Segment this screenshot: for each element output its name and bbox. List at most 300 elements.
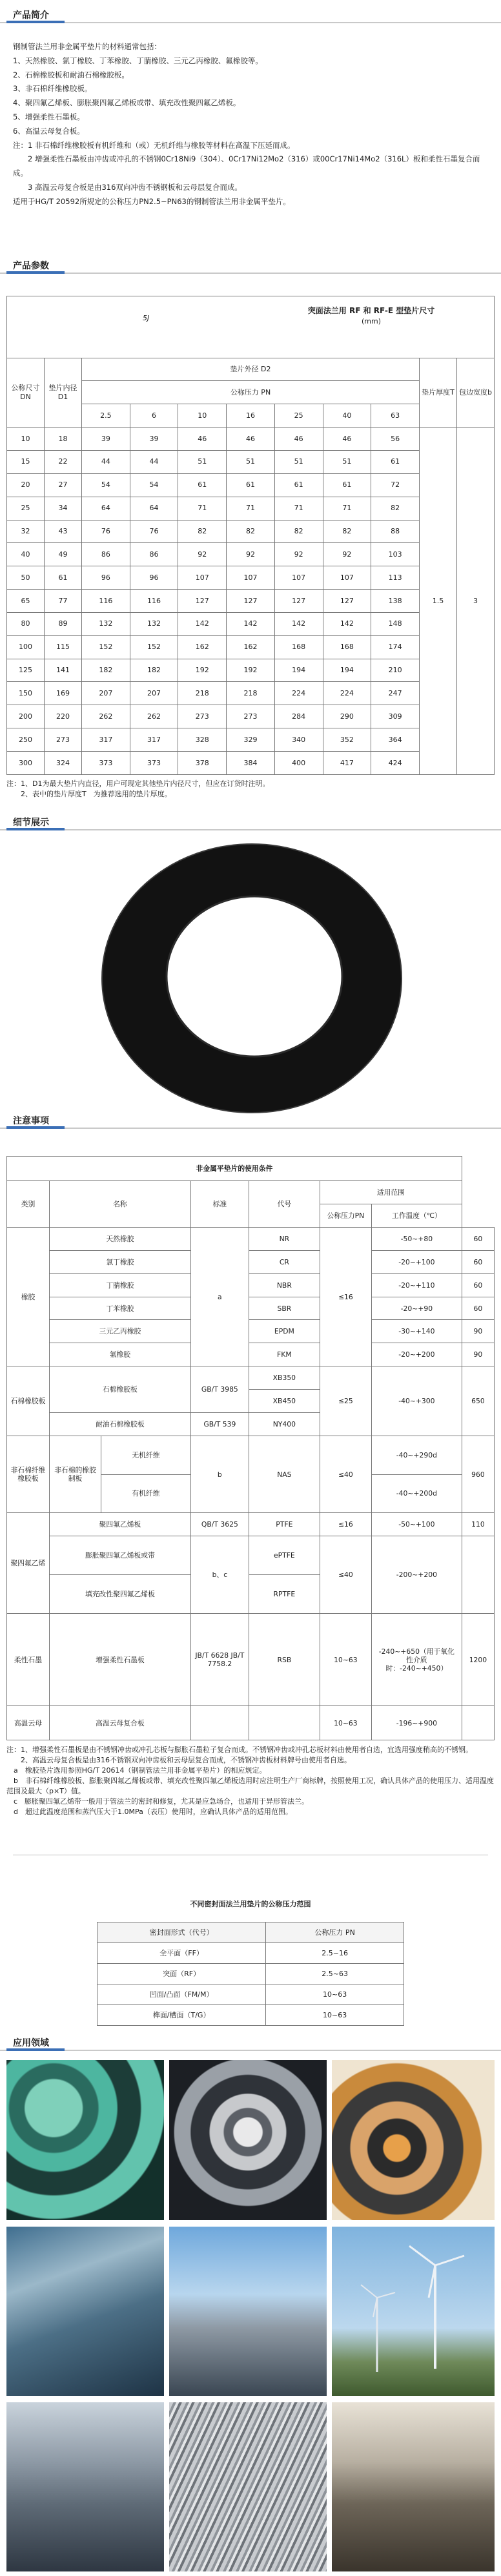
edge-width-cell: 3 [457,428,495,775]
table-cell: 76 [130,520,178,543]
pn-header-5: 40 [323,404,371,428]
cell-code: XB450 [249,1390,320,1413]
table-unit: (mm) [361,317,381,326]
table-cell: 56 [371,428,420,451]
table-cell: 61 [178,473,227,497]
cell-standard: a [190,1228,249,1366]
table-cell: 51 [178,451,227,474]
table-cell: 25 [7,497,45,520]
table-cell: 138 [371,590,420,613]
table-title-cell [7,296,495,358]
table-cell: 86 [130,543,178,566]
header-pn: 公称压力 PN [82,381,420,404]
params-notes [6,779,495,799]
cell-code: XB350 [249,1366,320,1390]
note-line: 注：1、D1为最大垫片内直径，用户可现定其他垫片内径尺寸，但应在订货时注明。 [6,779,270,788]
table-cell: 32 [7,520,45,543]
cat-asbestos: 石棉橡胶板 [7,1366,50,1436]
cell-code: CR [249,1250,320,1273]
table-row [7,1228,495,1251]
cat-ptfe: 聚四氟乙烯 [7,1513,50,1613]
cell-code: ePTFE [249,1536,320,1575]
cell-code: RSB [249,1613,320,1705]
table-cell: 220 [45,705,82,728]
pn-header-6: 63 [371,404,420,428]
table-cell: 194 [274,659,323,682]
table-cell: 82 [274,520,323,543]
table-cell: 92 [227,543,275,566]
table-cell: 182 [130,659,178,682]
table-cell: 61 [274,473,323,497]
table-cell: 218 [227,682,275,705]
cond-notes [6,1745,495,1817]
cell-name: 石棉橡胶板 [50,1366,191,1413]
cell-name: 丁苯橡胶 [50,1297,191,1320]
table-cell: 82 [371,497,420,520]
cell-max: 60 [462,1228,494,1251]
table-cell: 100 [7,635,45,659]
cell-standard: b [190,1436,249,1513]
divider-accent [6,828,65,830]
pn-header-3: 16 [227,404,275,428]
cell-standard: GB/T 3985 [190,1366,249,1413]
table-cell: 127 [274,590,323,613]
table-cell: 10~63 [266,1984,404,2005]
cell-name: 耐油石棉橡胶板 [50,1412,191,1436]
cell-name: 丁腈橡胶 [50,1273,191,1297]
table-cell: 352 [323,728,371,752]
gasket-photo [97,840,407,1117]
header-category: 类别 [7,1181,50,1228]
cat-mica: 高温云母 [7,1706,50,1740]
cat-rubber: 橡胶 [7,1228,50,1366]
cell-code: RPTFE [249,1575,320,1614]
table-cell: 207 [82,682,130,705]
table-cell: 290 [323,705,371,728]
table-cell: 43 [45,520,82,543]
intro-line: 2 增强柔性石墨板由冲齿或冲孔的不锈钢0Cr18Ni9（304）、0Cr17Ni12Mo2（316）或00Cr17Ni14Mo2（316L）板和柔性石墨复合而成。 [13,154,480,178]
table-cell: 10 [7,428,45,451]
table-cell: 373 [130,751,178,774]
cell-max: 60 [462,1297,494,1320]
table-cell: 168 [274,635,323,659]
table-cell: 417 [323,751,371,774]
table-cell: 224 [323,682,371,705]
cell-code: PTFE [249,1513,320,1536]
table-cell: 400 [274,751,323,774]
table-cell: 132 [130,612,178,635]
table-cell: 384 [227,751,275,774]
note-line: 注：1、增强柔性石墨板是由不锈钢冲齿或冲孔芯板与膨胀石墨粒子复合而成。不锈钢冲齿或冲孔芯板材料由使用者自选，宜选用强度稍高的不锈钢。 [6,1746,473,1754]
divider [0,22,501,23]
cell-pn: ≤16 [320,1513,371,1536]
cell-standard: JB/T 6628 JB/T 7758.2 [190,1613,249,1705]
table-cell: 61 [323,473,371,497]
table-cell: 40 [7,543,45,566]
cell-temp: -50~+80 [371,1228,462,1251]
table-cell: 54 [82,473,130,497]
wind-turbine-icon [332,2227,495,2396]
table-cell: 262 [130,705,178,728]
cell-temp: -30~+140 [371,1320,462,1343]
cell-max: 60 [462,1250,494,1273]
table-cell: 192 [227,659,275,682]
table-cell: 49 [45,543,82,566]
table-cell: 127 [227,590,275,613]
note-line: 2、表中的垫片厚度T 为推荐选用的垫片厚度。 [6,790,172,798]
cell-name: 天然橡胶 [50,1228,191,1251]
table-cell: 127 [323,590,371,613]
table-row [7,1297,495,1320]
cell-name: 三元乙丙橡胶 [50,1320,191,1343]
table-cell: 51 [227,451,275,474]
intro-line: 2、石棉橡胶板和耐油石棉橡胶板。 [13,70,129,79]
cell-temp: -20~+200 [371,1343,462,1366]
cell-max: 960 [462,1436,494,1513]
header-thickness: 垫片厚度T [420,358,457,428]
table-cell: 50 [7,566,45,590]
cell-code: NBR [249,1273,320,1297]
cell-name: 增强柔性石墨板 [50,1613,191,1705]
table-cell: 10~63 [266,2005,404,2026]
table-cell: 210 [371,659,420,682]
table-cell: 92 [178,543,227,566]
table-row [97,1984,404,2005]
table-cell: 273 [45,728,82,752]
intro-line: 注：1 非石棉纤维橡胶板有机纤维和（或）无机纤维与橡胶等材料在高温下压延而成。 [13,140,295,150]
table-cell: 309 [371,705,420,728]
table-cell: 82 [323,520,371,543]
table-cell: 373 [82,751,130,774]
note-line: b 非石棉纤维橡胶板、膨胀聚四氟乙烯板或带、填充改性聚四氟乙烯板选用时应注明生产厂商标牌，按照使用工况，确认具体产品的使用压力、适用温度范围及最大（p×T）值。 [6,1777,494,1795]
table-row [97,1964,404,1984]
table-cell: 27 [45,473,82,497]
table-cell: 46 [178,428,227,451]
section-header-notes [0,1112,501,1129]
table-cell: 2.5~63 [266,1964,404,1984]
cell-max: 1200 [462,1613,494,1705]
table-cell: 61 [45,566,82,590]
cell-max-empty [462,1536,494,1614]
cell-pn: 10~63 [320,1613,371,1705]
table-cell: 46 [227,428,275,451]
pn-header-1: 6 [130,404,178,428]
table-cell: 51 [323,451,371,474]
table-cell: 113 [371,566,420,590]
table-cell: 250 [7,728,45,752]
cell-pn: 10~63 [320,1706,371,1740]
header-name: 名称 [50,1181,191,1228]
table-cell: 224 [274,682,323,705]
pn-header-2: 10 [178,404,227,428]
thickness-cell: 1.5 [420,428,457,775]
cell-max: 90 [462,1343,494,1366]
cell-temp: -20~+110 [371,1273,462,1297]
table-cell: 64 [130,497,178,520]
cell-name: 高温云母复合板 [50,1706,191,1740]
table-cell: 328 [178,728,227,752]
gasket-dimension-table [6,296,495,775]
cell-temp: -20~+90 [371,1297,462,1320]
section-title: 细节展示 [13,818,49,828]
table-cell: 284 [274,705,323,728]
table-cell: 20 [7,473,45,497]
cell-temp: -240~+650（用于氧化性介质时：-240~+450） [371,1613,462,1705]
table-cell: 378 [178,751,227,774]
table-cell: 107 [178,566,227,590]
table-cell: 51 [274,451,323,474]
table-cell: 86 [82,543,130,566]
table-cell: 273 [227,705,275,728]
table-cell: 46 [323,428,371,451]
note-line: a 橡胶垫片选用参照HG/T 20614（钢制管法兰用非金属平垫片）的相应规定。 [6,1766,267,1775]
intro-line: 3、非石棉纤维橡胶板。 [13,84,92,94]
table-cell: 71 [323,497,371,520]
divider-accent [6,271,65,274]
table-cell: 115 [45,635,82,659]
table-cell: 169 [45,682,82,705]
cell-name: 填充改性聚四氟乙烯板 [50,1575,191,1614]
section-header-params [0,257,501,274]
cell-standard: GB/T 539 [190,1412,249,1436]
header-face: 密封面形式（代号） [97,1922,266,1943]
table-cell: 273 [178,705,227,728]
table-cell: 142 [178,612,227,635]
table-cell: 71 [227,497,275,520]
table-row [97,2005,404,2026]
table-cell: 76 [82,520,130,543]
divider [0,273,501,274]
cell-pn: ≤40 [320,1536,371,1614]
cell-code: NAS [249,1436,320,1513]
table-cell: 142 [274,612,323,635]
cell-temp: -40~+290d [371,1436,462,1474]
table-cell: 262 [82,705,130,728]
table-cell: 162 [178,635,227,659]
table-cell: 424 [371,751,420,774]
table-cell: 80 [7,612,45,635]
divider [0,2050,501,2051]
table-row [7,428,495,451]
note-line: c 膨胀聚四氟乙烯带一般用于管法兰的密封和修复，尤其是应急场合，也适用于异形管法兰。 [6,1797,309,1806]
cell-code: EPDM [249,1320,320,1343]
table-cell: 218 [178,682,227,705]
table-cell: 39 [82,428,130,451]
table-cell: 194 [323,659,371,682]
cell-temp: -50~+100 [371,1513,462,1536]
table-row [97,1943,404,1964]
table-cell: 340 [274,728,323,752]
table-cell: 全平面（FF） [97,1943,266,1964]
table-cell: 15 [7,451,45,474]
cell-name: 非石棉的橡胶制板 [50,1436,101,1513]
table-cell: 71 [274,497,323,520]
table-cell: 116 [82,590,130,613]
cat-graphite: 柔性石墨 [7,1613,50,1705]
cell-max: 60 [462,1273,494,1297]
header-temp: 工作温度（℃） [371,1204,462,1228]
header-dn: 公称尺寸DN [7,358,45,428]
table-cell: 142 [227,612,275,635]
cell-pn: ≤16 [320,1228,371,1366]
table-cell: 200 [7,705,45,728]
cell-temp: -200~+200 [371,1536,462,1614]
cell-name: 氟橡胶 [50,1343,191,1366]
cell-code-empty [249,1706,320,1740]
divider [0,829,501,830]
table-row [7,1250,495,1273]
table-cell: 107 [323,566,371,590]
table-cell: 96 [130,566,178,590]
table-cell: 103 [371,543,420,566]
cell-max-empty [462,1706,494,1740]
cell-pn: ≤25 [320,1366,371,1436]
header-code: 代号 [249,1181,320,1228]
app-photo-pipeline-valves [6,2227,164,2396]
app-photo-metal-hoses [169,2402,327,2571]
table-cell: 46 [274,428,323,451]
table-cell: 150 [7,682,45,705]
table-cell: 榫面/槽面（T/G） [97,2005,266,2026]
intro-line: 6、高温云母复合板。 [13,126,85,136]
cell-code: SBR [249,1297,320,1320]
cell-temp: -40~+300 [371,1366,462,1436]
table-cell: 132 [82,612,130,635]
table-cell: 89 [45,612,82,635]
table-cell: 92 [274,543,323,566]
header-standard: 标准 [190,1181,249,1228]
table-row [7,1273,495,1297]
table-cell: 247 [371,682,420,705]
press-title: 不同密封面法兰用垫片的公称压力范围 [190,1900,311,1909]
cell-code: NR [249,1228,320,1251]
table-cell: 329 [227,728,275,752]
section-title: 注意事项 [13,1116,49,1126]
header-d1: 垫片内径D1 [45,358,82,428]
pn-header-0: 2.5 [82,404,130,428]
table-cell: 142 [323,612,371,635]
table-cell: 192 [178,659,227,682]
table-cell: 82 [178,520,227,543]
pressure-range-table [97,1887,404,2026]
app-photo-refinery-towers [169,2227,327,2396]
cell-temp: -196~+900 [371,1706,462,1740]
section-title: 产品参数 [13,261,49,271]
table-cell: 64 [82,497,130,520]
table-cell: 61 [227,473,275,497]
cell-temp: -40~+200d [371,1474,462,1513]
app-photo-wind-turbines [332,2227,495,2396]
intro-line: 钢制管法兰用非金属平垫片的材料通常包括： [13,42,161,51]
table-cell: 34 [45,497,82,520]
symbol-mark: 5J [143,314,150,322]
cell-standard: b、c [190,1536,249,1614]
table-cell: 324 [45,751,82,774]
note-line: 2、高温云母复合板是由316不锈钢双向冲齿板和云母层复合而成，不锈钢冲齿板材料牌号由使用者自选。 [6,1756,351,1764]
cell-code: NY400 [249,1412,320,1436]
divider-accent [6,21,65,23]
table-cell: 174 [371,635,420,659]
header-pn: 公称压力PN [320,1204,371,1228]
table-row [7,1320,495,1343]
divider-accent [6,1126,65,1129]
cell-max: 650 [462,1366,494,1436]
table-cell: 96 [82,566,130,590]
table-cell: 88 [371,520,420,543]
cond-title: 非金属平垫片的使用条件 [7,1157,462,1181]
table-cell: 107 [274,566,323,590]
divider [0,1128,501,1129]
cell-subname: 无机纤维 [101,1436,191,1474]
cell-subname: 有机纤维 [101,1474,191,1513]
table-cell: 54 [130,473,178,497]
section-header-intro [0,6,501,23]
cell-standard: QB/T 3625 [190,1513,249,1536]
app-photo-chemical-plant [6,2402,164,2571]
header-d2: 垫片外径 D2 [82,358,420,381]
table-cell: 207 [130,682,178,705]
section-header-apps [0,2034,501,2051]
usage-conditions-table [6,1156,495,1740]
section-title: 产品简介 [13,10,49,21]
table-cell: 300 [7,751,45,774]
table-title: 突面法兰用 RF 和 RF-E 型垫片尺寸 [307,306,435,315]
table-cell: 71 [178,497,227,520]
cell-temp: -20~+100 [371,1250,462,1273]
divider-accent [6,2048,65,2051]
header-edge: 包边宽度b [457,358,495,428]
intro-line: 4、聚四氟乙烯板、膨胀聚四氟乙烯板或带、填充改性聚四氟乙烯板。 [13,98,241,108]
section-title: 应用领域 [13,2038,49,2048]
cell-code: FKM [249,1343,320,1366]
cell-max: 90 [462,1320,494,1343]
table-cell: 168 [323,635,371,659]
cell-name: 氯丁橡胶 [50,1250,191,1273]
table-cell: 44 [130,451,178,474]
table-cell: 22 [45,451,82,474]
cell-standard-empty [190,1706,249,1740]
table-cell: 凹面/凸面（FM/M） [97,1984,266,2005]
table-cell: 182 [82,659,130,682]
intro-text [13,40,491,209]
intro-line: 适用于HG/T 20592所规定的公称压力PN2.5~PN63的钢制管法兰用非金属平垫片。 [13,196,291,206]
app-photo-gaskets-assortment [332,2060,495,2220]
header-range: 适用范围 [320,1181,462,1204]
cell-name: 聚四氟乙烯板 [50,1513,191,1536]
table-cell: 82 [227,520,275,543]
table-cell: 92 [323,543,371,566]
table-cell: 125 [7,659,45,682]
section-header-detail [0,814,501,830]
table-cell: 44 [82,451,130,474]
table-cell: 162 [227,635,275,659]
table-cell: 61 [371,451,420,474]
table-cell: 72 [371,473,420,497]
table-cell: 突面（RF） [97,1964,266,1984]
app-photo-industrial-rollers [332,2402,495,2571]
table-cell: 152 [130,635,178,659]
note-line: d 超过此温度范围和蒸汽压大于1.0MPa（表压）使用时，应确认具体产品的适用范围。 [6,1808,292,1816]
cell-max: 110 [462,1513,494,1536]
intro-line: 1、天然橡胶、氯丁橡胶、丁苯橡胶、丁腈橡胶、三元乙丙橡胶、氟橡胶等。 [13,56,263,65]
table-cell: 127 [178,590,227,613]
table-cell: 152 [82,635,130,659]
cat-nonasbestos: 非石棉纤维橡胶板 [7,1436,50,1513]
table-cell: 77 [45,590,82,613]
header-pn: 公称压力 PN [266,1922,404,1943]
table-cell: 364 [371,728,420,752]
cell-name: 膨胀聚四氟乙烯板或带 [50,1536,191,1575]
